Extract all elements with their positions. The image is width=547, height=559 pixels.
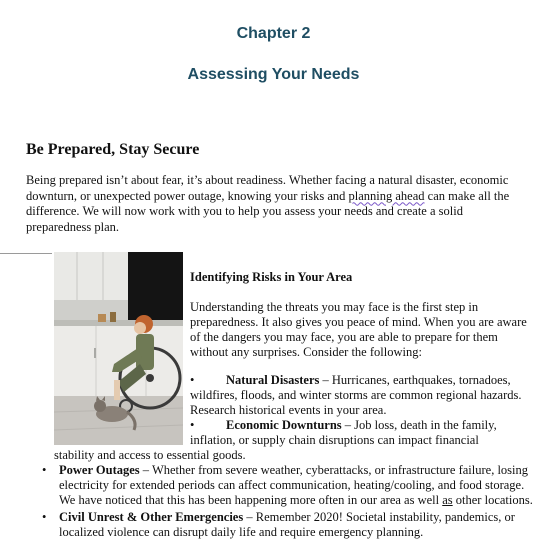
bullet-icon: • [190,373,195,387]
section-heading: Be Prepared, Stay Secure [26,141,200,158]
bullet-icon: • [190,418,195,432]
list-item-economic-downturns: • Economic Downturns – Job loss, death in the family, inflation, or supply chain disruptions can impact financial [190,418,497,447]
list-item-power-outages: • Power Outages – Whether from severe weather, cyberattacks, or infrastructure failure, losing electricity for extended periods can affect communication, heating/cooling, and food storage. We have noticed that this has been happening more often in our area as well as other locations. [42,463,533,507]
risks-paragraph: Understanding the threats you may face is the first step in preparedness. It also gives you peace of mind. When you are aware of the dangers you may face, you are able to prepare for them without any surprises. Consider the following: [190,300,527,359]
chapter-title: Assessing Your Needs [187,66,360,83]
list-item-natural-disasters: • Natural Disasters – Hurricanes, earthquakes, tornadoes, wildfires, floods, and winter storms are common regional hazards. Research historical events in your area. [190,373,522,417]
intro-paragraph: Being prepared isn’t about fear, it’s about readiness. Whether facing a natural disaster, economic downturn, or unexpected power outage, knowing your risks and planning ahead can make all the difference. We will now work with you to help you assess your needs and create a solid preparedness plan. [26,173,510,234]
kitchen-wheelchair-photo [54,252,183,445]
chapter-number: Chapter 2 [236,25,311,42]
bullet-icon: • [42,463,47,477]
risk-list [42,463,534,541]
bullet-icon: • [42,509,47,524]
section-divider [0,253,52,254]
spellcheck-flagged-phrase[interactable]: planning ahead [348,188,425,203]
list-item-civil-unrest: • Civil Unrest & Other Emergencies – Remember 2020! Societal instability, pandemics, or localized violence can disrupt daily life and require emergency planning. [42,509,515,539]
economic-downturns-continued: stability and access to essential goods. [54,448,246,462]
risks-heading: Identifying Risks in Your Area [190,270,353,284]
